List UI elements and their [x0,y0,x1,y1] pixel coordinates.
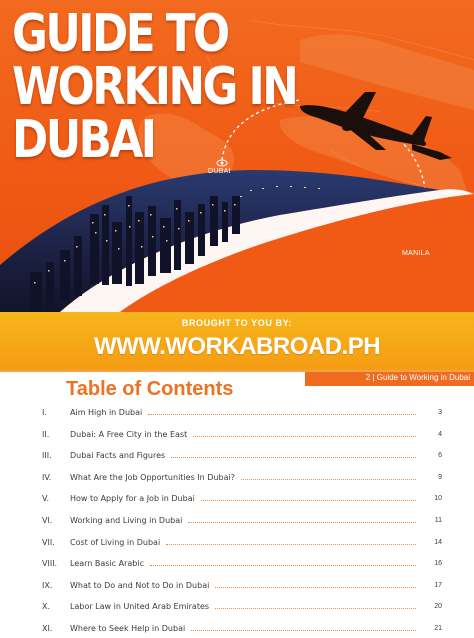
toc-entry[interactable] [0,538,474,552]
toc-leader-dots [171,457,416,458]
toc-leader-dots [201,500,416,501]
toc-leader-dots [148,414,416,415]
toc-entry-label[interactable]: Aim High in Dubai [70,408,143,417]
toc-entry-number: VII. [42,537,55,547]
cover-title-line-3: DUBAI [12,110,155,170]
toc-entry[interactable] [0,451,474,465]
toc-entry-page: 16 [434,560,442,568]
cover-title [12,4,297,170]
toc-entry-page: 17 [434,581,442,589]
toc-leader-dots [215,608,416,609]
toc-entry[interactable] [0,494,474,508]
toc-entry-label[interactable]: Learn Basic Arabic [70,559,144,569]
cover [0,0,474,312]
toc-leader-dots [193,436,416,437]
toc-entry[interactable] [0,516,474,530]
toc-entry-label[interactable]: Cost of Living in Dubai [70,537,161,547]
toc-entry-number: IX. [42,580,53,590]
toc-entry[interactable] [0,559,474,573]
toc-entry-number: I. [42,408,47,417]
sponsor-banner [0,312,474,370]
toc-entry-number: IV. [42,472,52,482]
toc-leader-dots [241,479,416,480]
toc-entry-page: 11 [434,517,442,524]
toc-entry-page: 20 [434,603,442,611]
toc-title: Table of Contents [66,378,234,400]
toc-leader-dots [188,522,416,523]
toc-entry-page: 3 [438,409,442,416]
toc-entry-label[interactable]: Labor Law in United Arab Emirates [70,602,210,612]
toc-entry-label[interactable]: Where to Seek Help in Dubai [70,624,186,633]
toc-entry-label[interactable]: How to Apply for a Job in Dubai [70,494,195,504]
website-link[interactable]: WWW.WORKABROAD.PH [93,333,381,360]
toc-entry-number: V. [42,494,49,504]
toc-entry-number: XI. [42,624,53,633]
page-header: 2 | Guide to Working in Dubai [365,373,470,382]
toc-leader-dots [150,565,416,566]
toc-entry-number: VIII. [42,559,58,569]
brought-to-you-label: BROUGHT TO YOU BY: [181,318,293,328]
toc-leader-dots [191,630,416,631]
toc-entry-page: 6 [438,452,442,460]
toc-entry-number: II. [42,429,50,439]
toc-entry-label[interactable]: What Are the Job Opportunities In Dubai? [70,472,235,482]
toc-entry-number: VI. [42,516,53,525]
toc-entry-page: 4 [438,430,442,438]
toc-entry-page: 21 [434,625,442,632]
toc-entry[interactable] [0,473,474,487]
toc-entry[interactable] [0,408,474,422]
cover-title-line-2: WORKING IN [12,57,297,117]
toc-entry-label[interactable]: What to Do and Not to Do in Dubai [70,580,210,590]
toc-entry-page: 14 [434,538,442,546]
toc-entry-label[interactable]: Working and Living in Dubai [70,516,183,525]
toc-entry-label[interactable]: Dubai: A Free City in the East [70,429,188,439]
toc-entry-label[interactable]: Dubai Facts and Figures [70,451,166,461]
toc-entry[interactable] [0,624,474,638]
toc-entry[interactable] [0,602,474,616]
toc-entry[interactable] [0,430,474,444]
toc-leader-dots [166,544,416,545]
city-label-dubai: DUBAI [208,168,231,175]
toc-entry-page: 9 [438,473,442,481]
cover-title-line-1: GUIDE TO [12,4,228,64]
toc-entry-page: 10 [434,495,442,503]
toc-entry-number: X. [42,602,51,612]
toc-entry[interactable] [0,581,474,595]
toc-entry-number: III. [42,451,52,461]
toc-leader-dots [215,587,416,588]
city-label-manila: MANILA [402,250,430,257]
